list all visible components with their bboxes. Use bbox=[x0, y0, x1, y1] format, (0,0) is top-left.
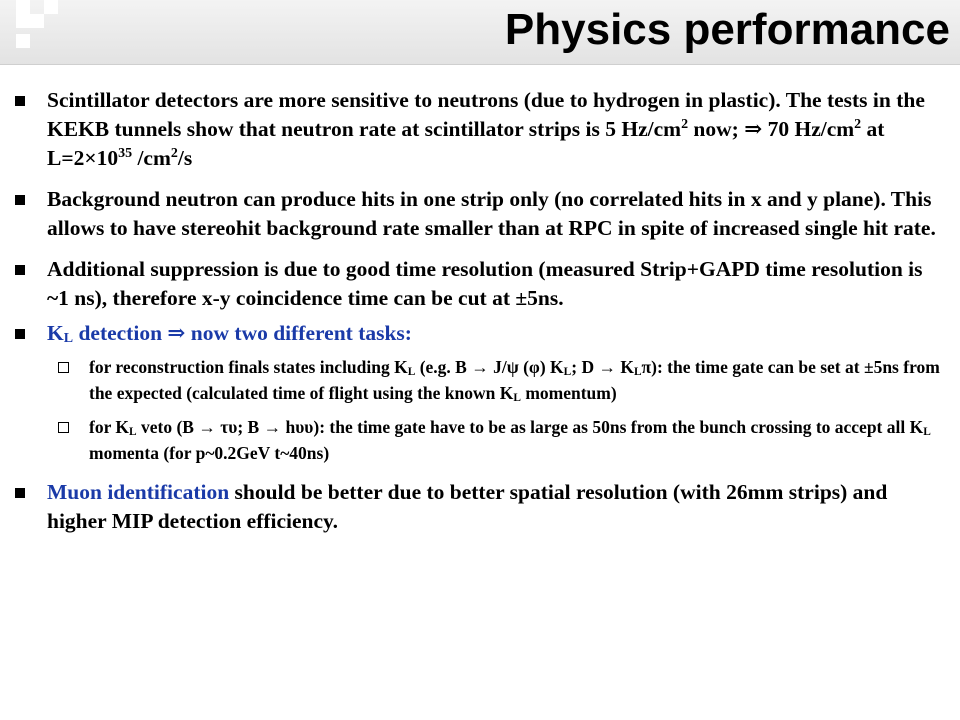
bullet-muon-identification: Muon identification should be better due to better spatial resolution (with 26mm strips) and higher MIP detection efficiency. bbox=[0, 478, 960, 536]
subbullet-reconstruction: for reconstruction finals states including $K_L$ (e.g. B → J/ψ (φ) $K_L$; $D \to K_L\pi$): the time gate can be set at ±5ns from the expected (calculated time of flight using the known $K_L$ momentum) bbox=[0, 354, 960, 406]
bullet-kl-detection: $K_L$ detection ⇒ now two different tasks: bbox=[0, 319, 960, 348]
open-square-bullet-icon bbox=[58, 422, 69, 433]
square-bullet-icon bbox=[15, 265, 25, 275]
square-bullet-icon bbox=[15, 488, 25, 498]
muon-identification-highlight: Muon identification bbox=[47, 480, 230, 504]
bullet-neutron-sensitivity: Scintillator detectors are more sensitive to neutrons (due to hydrogen in plastic). The tests in the KEKB tunnels show that neutron rate at scintillator strips is 5 $Hz/cm^2$ now; ⇒ 70 $Hz/cm^2$ at $L=2\times 10^{35}$ $/cm^2/s$ bbox=[0, 86, 960, 173]
bullet-background-neutron: Background neutron can produce hits in one strip only (no correlated hits in x and y plane). This allows to have stereohit background rate smaller than at RPC in spite of increased single hit rate. bbox=[0, 185, 960, 243]
bullet-time-resolution: Additional suppression is due to good time resolution (measured Strip+GAPD time resolution is ~1 ns), therefore x-y coincidence time can be cut at ±5ns. bbox=[0, 255, 960, 313]
slide-content bbox=[0, 86, 960, 548]
square-bullet-icon bbox=[15, 96, 25, 106]
implies-arrow-icon: ⇒ bbox=[744, 117, 763, 141]
implies-arrow-icon: ⇒ bbox=[167, 321, 186, 345]
subbullet-kl-veto: for $K_L$ veto (B → τυ; B → hυυ): the time gate have to be as large as 50ns from the bunch crossing to accept all $K_L$ momenta (for p~0.2GeV t~40ns) bbox=[0, 414, 960, 466]
square-bullet-icon bbox=[15, 195, 25, 205]
square-bullet-icon bbox=[15, 329, 25, 339]
open-square-bullet-icon bbox=[58, 362, 69, 373]
slide-title: Physics performance bbox=[504, 5, 950, 54]
logo-squares-decoration bbox=[10, 0, 70, 60]
